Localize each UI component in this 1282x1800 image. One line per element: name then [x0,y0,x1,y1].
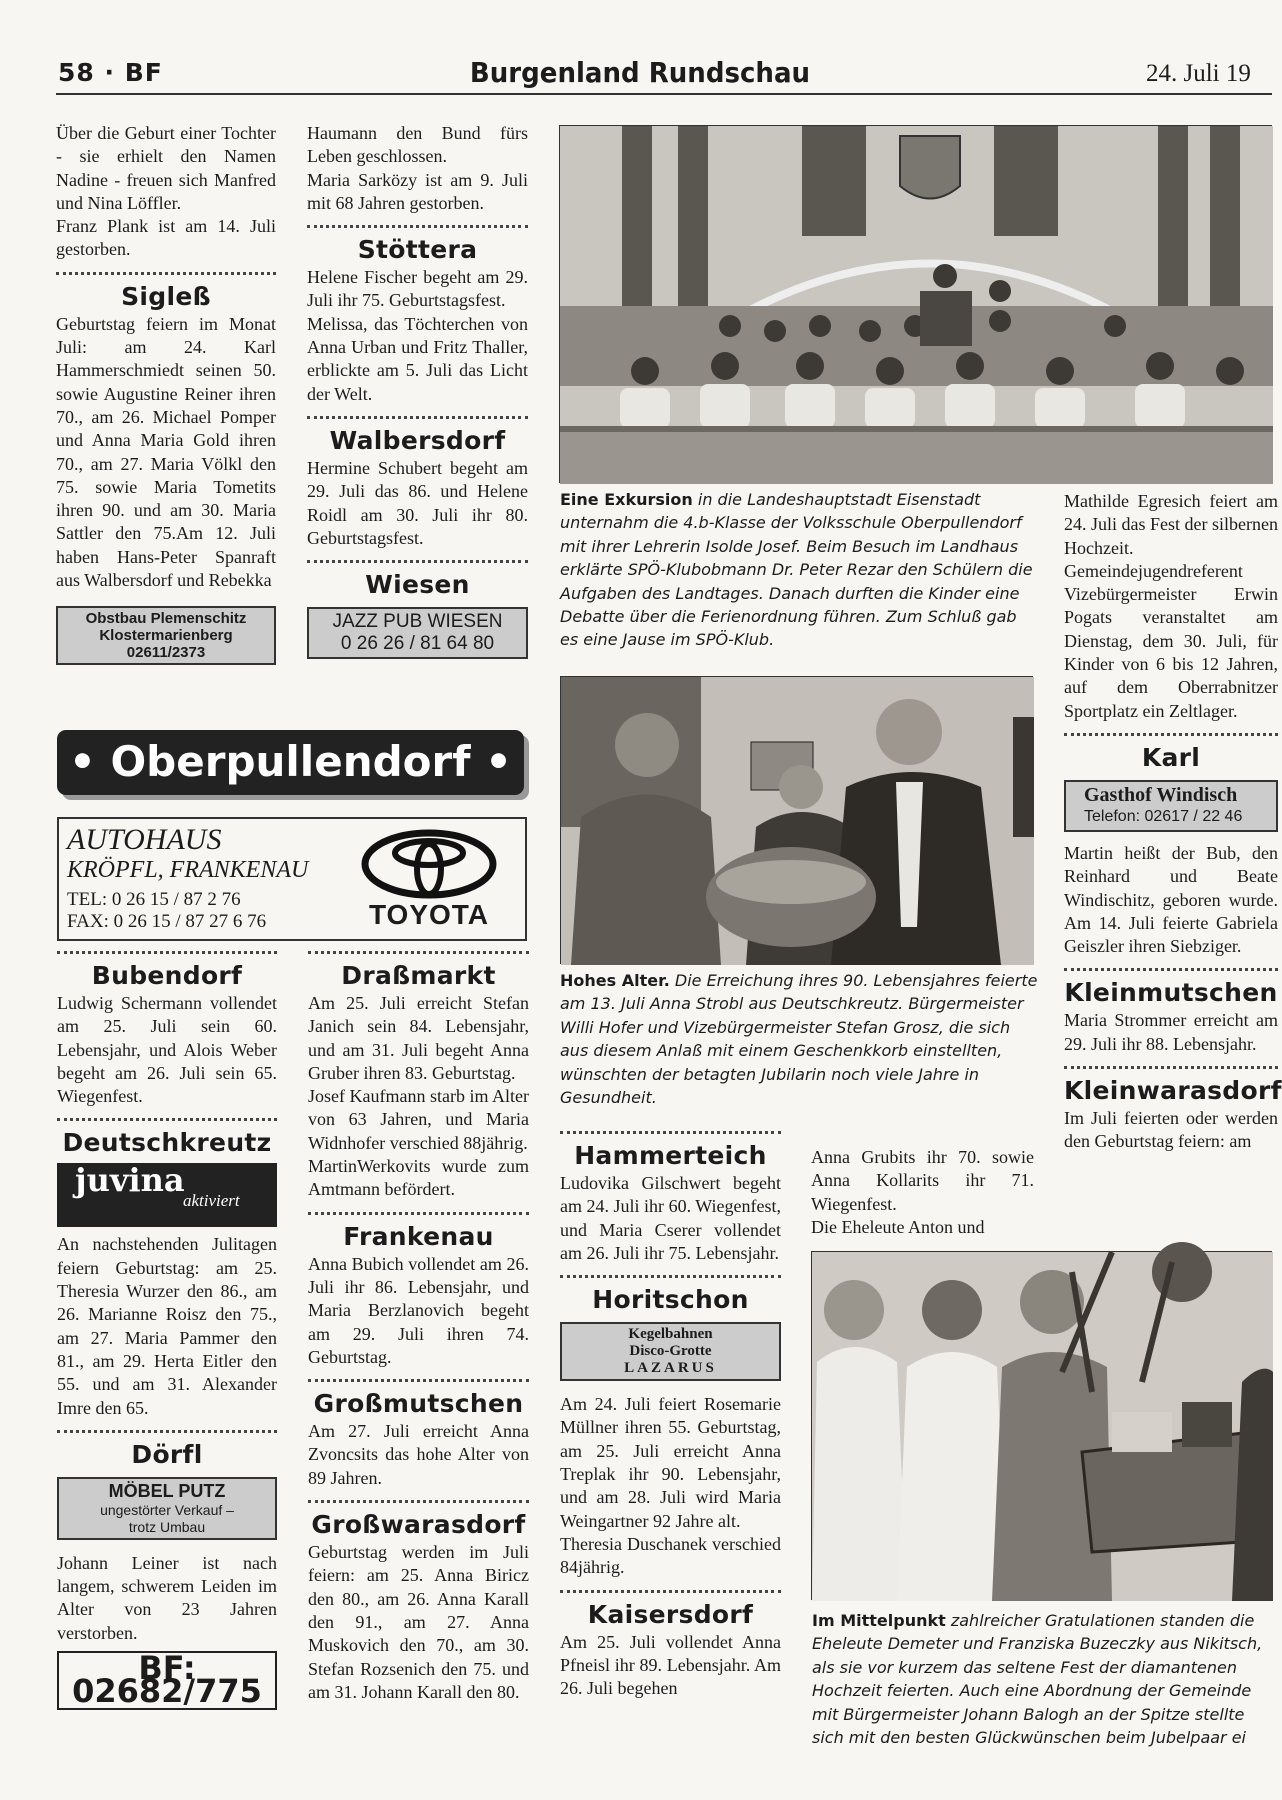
text-block: Johann Leiner ist nach langem, schwerem Leiden im Alter von 23 Jahren verstorben. [57,1552,277,1643]
caption-lead: Im Mittelpunkt [812,1611,946,1630]
section-heading-horitschon: Horitschon [592,1285,749,1315]
divider [1064,1059,1278,1069]
text-block: Ludwig Schermann vollendet am 25. Juli sein 60. Lebensjahr, und Alois Weber begeht am 26. Juli sein 65. Wiegenfest. [57,993,277,1107]
ad-autohaus-kroepfl [57,817,527,941]
bf-phone-box: BF: 02682/775 [57,1651,277,1710]
ad-gasthof-windisch [1064,780,1278,832]
divider [560,1268,781,1278]
caption-lead: Eine Exkursion [560,490,693,509]
text-block: Geburtstag werden im Juli feiern: am 25. Anna Biricz den 80., am 26. Anna Karall den 91., am 27. Anna Muskovich den 70., am 30. Stefan Rozsenich den 75. und am 31. Johann Karall den 80. [308,1542,529,1702]
divider [308,1205,529,1215]
text-block: Anna Grubits ihr 70. sowie Anna Kollarits ihr 71. Wiegenfest. [811,1147,1034,1214]
ad-line: LAZARUS [624,1360,717,1377]
text-block: Maria Strommer erreicht am 29. Juli ihr 88. Lebensjahr. [1064,1010,1278,1054]
divider [307,553,528,563]
ad-line: MÖBEL PUTZ [108,1480,226,1501]
text-block: Die Eheleute Anton und [811,1216,985,1237]
divider [308,1372,529,1382]
text-block: Josef Kaufmann starb im Alter von 63 Jahren, und Maria Widnhofer verschied 88jährig. [308,1086,529,1153]
caption-hohes-alter [560,969,1038,1109]
photo-hohes-alter-image [561,677,1034,965]
ad-jazz-pub [307,607,528,659]
ad-line: Disco-Grotte [629,1343,712,1360]
column-5-clip [1064,490,1282,1270]
text-block: Anna Bubich vollendet am 26. Juli ihr 86. Lebensjahr, und Maria Berzlanovich begeht am 29. Juli ihren 74. Geburtstag. [308,1253,529,1367]
divider [57,1423,277,1433]
ad-line: Kegelbahnen [628,1326,713,1343]
ad-line: trotz Umbau [128,1518,206,1535]
photo-diamantene-hochzeit [811,1251,1272,1600]
photo-landtag-image [560,126,1273,484]
section-heading-grossmutschen: Großmutschen [313,1389,524,1419]
section-heading-kleinwarasdorf: Kleinwarasdorf [1064,1076,1282,1106]
text-block: Theresia Duschanek verschied 84jährig. [560,1533,781,1578]
text-block: Haumann den Bund fürs Leben geschlossen. [307,123,528,167]
divider [1064,961,1278,971]
ad-line: Klostermarienberg [99,627,233,645]
header-rule [56,93,1272,95]
section-heading-bubendorf: Bubendorf [91,961,243,990]
text-block: Am 25. Juli vollendet Anna Pfneisl ihr 89. Lebensjahr. Am 26. Juli begehen [560,1631,781,1699]
ad-brand: TOYOTA [368,899,490,930]
photo-landtag-class [559,125,1272,483]
photo-hohes-alter [560,676,1033,964]
text-block: Geburtstag feiern im Monat Juli: am 24. Karl Hammerschmiedt seinen 50. sowie Augustine Reiner ihren 70., am 26. Michael Pomper und Anna Maria Gold ihren 70., am 27. Maria Völkl den 75. sowie Maria Tometits ihren 90. und am 30. Maria Sattler den 75.Am 12. Juli haben Hans-Peter Spanraft aus Walbersdorf und Rebekka [56,313,276,591]
ad-line: KRÖPFL, FRANKENAU [67,857,309,883]
column-2-top [307,122,528,659]
text-block: Maria Sarközy ist am 9. Juli mit 68 Jahren gestorben. [307,169,528,213]
section-heading-doerfl: Dörfl [131,1439,203,1469]
ad-line: aktiviert [183,1191,240,1211]
text-block: MartinWerkovits wurde zum Amtmann befördert. [308,1156,529,1200]
ad-juvina [57,1163,277,1227]
column-4 [811,1146,1034,1239]
ad-line: JAZZ PUB WIESEN [332,611,503,633]
section-heading-deutschkreutz: Deutschkreutz [62,1128,272,1158]
section-heading-hammerteich: Hammerteich [574,1141,767,1170]
region-banner: • Oberpullendorf • [57,730,524,795]
divider [307,409,528,419]
section-heading-sigless: Sigleß [121,281,211,311]
divider [308,944,529,954]
divider [1064,726,1278,736]
section-heading-wiesen: Wiesen [365,570,470,600]
caption-text: Die Erreichung ihres 90. Lebensjahres feierte am 13. Juli Anna Strobl aus Deutschkreutz. Bürgermeister Willi Hofer und Vizebürgermeister Stefan Grosz, die sich aus diesem Anlaß mit einem Geschenkkorb einstellten, wünschten der betagten Jubilarin noch viele Jahre in Gesundheit. [560,971,1038,1108]
ad-line: Telefon: 02617 / 22 46 [1084,807,1243,825]
divider [307,218,528,228]
text-block: Ludovika Gilschwert begeht am 24. Juli ihr 60. Wiegenfest, und Maria Cserer vollendet am 26. Juli ihr 75. Lebensjahr. [560,1173,781,1263]
divider [57,944,277,954]
text-block: Mathilde Egresich feiert am 24. Juli das Fest der silbernen Hochzeit. Gemeindejugendreferent Vizebürgermeister Erwin Pogats veranstaltet am Dienstag, dem 30. Juli, für Kinder von 6 bis 12 Jahren, auf dem Oberrabnitzer Sportplatz ein Zeltlager. [1064,491,1278,721]
text-block: Martin heißt der Bub, den Reinhard und Beate Windischitz, geboren wurde. Am 14. Juli feierte Gabriela Geiszler ihren Siebziger. [1064,842,1278,957]
ad-line: 02611/2373 [126,644,206,662]
text-block: Über die Geburt einer Tochter - sie erhielt den Namen Nadine - freuen sich Manfred und Nina Löffler. [56,123,276,213]
ad-lazarus [560,1322,781,1381]
text-block: Helene Fischer begeht am 29. Juli ihr 75. Geburtstagsfest. [307,267,528,311]
text-block: Am 24. Juli feiert Rosemarie Müllner ihren 55. Geburtstag, am 25. Juli erreicht Anna Treplak ihr 90. Lebensjahr, und am 28. Juli wird Maria Weingartner 92 Jahre alt. [560,1394,781,1531]
column-5 [1064,490,1282,1154]
ad-line: Gasthof Windisch [1084,783,1238,806]
newspaper-title: Burgenland Rundschau [469,56,811,89]
section-heading-drassmarkt: Draßmarkt [341,961,496,990]
ad-line: AUTOHAUS [67,823,222,856]
section-heading-kleinmutschen: Kleinmutschen [1064,978,1278,1008]
toyota-logo [359,829,499,899]
text-block: An nachstehenden Julitagen feiern Geburtstag: am 25. Theresia Wurzer den 86., am 26. Marianne Roisz den 75., am 27. Maria Pammer den 81., am 29. Herta Eitler den 55. und am 31. Alexander Imre den 65. [57,1234,277,1418]
issue-date: 24. Juli 19 [1146,60,1251,87]
ad-line: TEL: 0 26 15 / 87 2 76 [67,889,241,910]
ad-line: Obstbau Plemenschitz [85,610,247,628]
section-heading-frankenau: Frankenau [343,1221,494,1251]
text-block: Am 25. Juli erreicht Stefan Janich sein 84. Lebensjahr, und am 31. Juli begeht Anna Gruber ihren 83. Geburtstag. [308,993,529,1083]
section-heading-karl: Karl [1141,742,1201,772]
text-block: Franz Plank ist am 14. Juli gestorben. [56,216,276,260]
caption-text: in die Landeshauptstadt Eisenstadt unternahm die 4.b-Klasse der Volksschule Oberpullendorf mit ihrer Lehrerin Isolde Josef. Beim Besuch im Landhaus erklärte SPÖ-Klubobmann Dr. Peter Rezar den Schülern die Aufgaben des Landtages. Danach durften die Kinder eine Debatte über die Ferienordnung führen. Zum Schluß gab es eine Jause im SPÖ-Klub. [560,490,1033,650]
caption-text: zahlreicher Gratulationen standen die Eheleute Demeter und Franziska Buzeczky aus Nikitsch, als sie vor kurzem das seltene Fest der diamantenen Hochzeit feierten. Auch eine Abordnung der Gemeinde mit Bürgermeister Johann Balogh an der Spitze stellte sich mit den besten Glückwünschen beim Jubelpaar ei [812,1611,1263,1748]
divider [56,265,276,275]
section-heading-kaisersdorf: Kaisersdorf [587,1599,754,1629]
text-block: Am 27. Juli erreicht Anna Zvoncsits das hohe Alter von 89 Jahren. [308,1421,529,1488]
divider [57,1111,277,1121]
ad-obstbau [56,606,276,665]
divider [308,1493,529,1503]
caption-diamantene-hochzeit [812,1609,1272,1748]
section-heading-grosswarasdorf: Großwarasdorf [311,1510,526,1540]
ad-line: 0 26 26 / 81 64 80 [340,633,495,655]
caption-lead: Hohes Alter. [560,971,670,990]
column-2-bottom [308,944,529,1704]
text-block: Melissa, das Töchterchen von Anna Urban und Fritz Thaller, erblickte am 5. Juli das Licht der Welt. [307,313,528,404]
column-1-bottom [57,944,277,1710]
divider [560,1583,781,1593]
caption-exkursion [560,488,1038,652]
ad-line: FAX: 0 26 15 / 87 27 6 76 [67,911,267,932]
page-number: 58 · BF [58,58,163,87]
column-3 [560,1124,781,1700]
text-block: Hermine Schubert begeht am 29. Juli das 86. und Helene Roidl am 30. Juli ihr 80. Geburtstagsfest. [307,457,528,548]
ad-line: ungestörter Verkauf – [100,1501,234,1518]
section-heading-walbersdorf: Walbersdorf [329,425,506,455]
ad-brand: juvina [75,1161,185,1200]
column-1-top [56,122,276,665]
divider [560,1124,781,1134]
text-block: Im Juli feierten oder werden den Geburtstag feiern: am [1064,1108,1278,1152]
section-heading-stoettera: Stöttera [357,235,478,265]
ad-moebel-putz [57,1477,277,1540]
photo-hochzeit-image [812,1252,1273,1601]
